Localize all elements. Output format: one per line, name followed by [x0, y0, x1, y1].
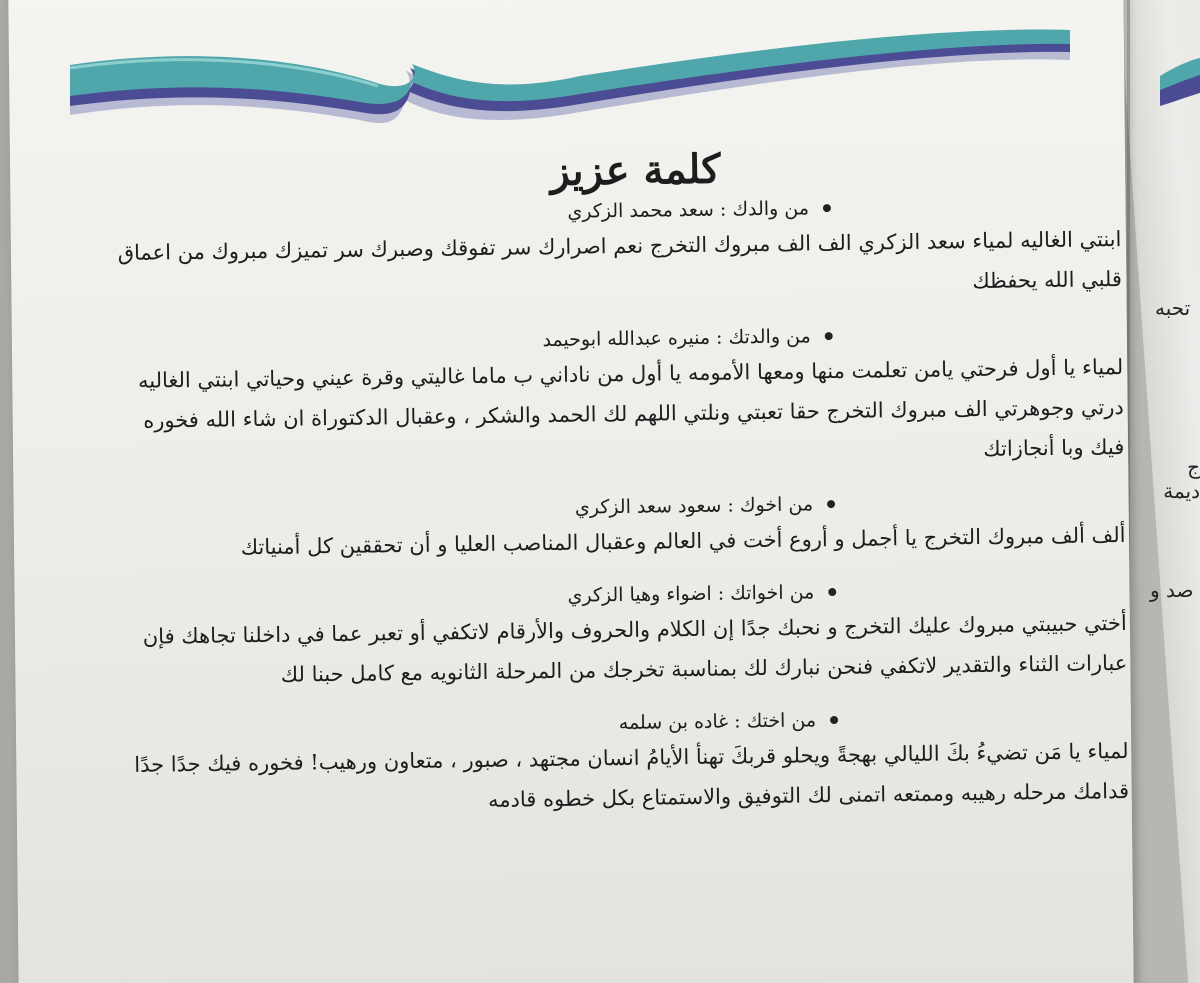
sender-label: من اخوك : سعود سعد الزكري — [574, 493, 814, 519]
message-section — [116, 577, 1127, 697]
message-section — [115, 489, 1126, 569]
next-page-fragment: تحبه — [1155, 296, 1191, 320]
next-page-fragment: ج ديمة — [1163, 455, 1200, 503]
message-text: لمياء يا مَن تضيءُ بكَ الليالي بهجةً ويحلو قربكَ تهنأ الأيامُ انسان مجتهد ، صبور ، متعاون ورهيب! فخوره فيك جدًا جدًا قدامك مرحله رهيبه وممتعه اتمنى لك التوفيق والاستمتاع بكل خطوه قادمه — [134, 738, 1130, 812]
sender-label: من والدتك : منيره عبدالله ابوحيمد — [542, 325, 811, 352]
message-section — [118, 705, 1129, 825]
next-page-ribbon — [1150, 50, 1200, 110]
bullet-icon — [823, 204, 831, 212]
message-section — [113, 321, 1125, 481]
page-title: كلمة عزيز — [550, 145, 721, 195]
bullet-icon — [830, 716, 838, 724]
message-section — [111, 193, 1122, 313]
bullet-icon — [825, 332, 833, 340]
decorative-ribbon — [60, 20, 1090, 140]
document-content — [110, 140, 1130, 847]
bullet-icon — [828, 588, 836, 596]
sender-label: من اختك : غاده بن سلمه — [618, 709, 817, 735]
message-text: ألف ألف مبروك التخرج يا أجمل و أروع أخت في العالم وعقبال المناصب العليا و أن تحققين كل أمنياتك — [240, 522, 1126, 560]
sender-label: من اخواتك : اضواء وهيا الزكري — [567, 581, 815, 607]
sender-label: من والدك : سعد محمد الزكري — [567, 197, 810, 223]
next-page-fragment: صد و — [1150, 578, 1194, 602]
message-text: لمياء يا أول فرحتي يامن تعلمت منها ومعها الأمومه يا أول من ناداني ب ماما غاليتي وقرة عيني وحياتي ابنتي الغاليه درتي وجوهرتي الف مبروك التخرج حقا تعبتي ونلتي اللهم لك الحمد والشكر ، وعقبال الدكتوراة ان شاء الله فخوره فيك وبا أنجازاتك — [137, 354, 1125, 461]
message-text: أختي حبيبتي مبروك عليك التخرج و نحبك جدًا إن الكلام والحروف والأرقام لاتكفي أو تعبر عما في داخلنا تجاهك فإن عبارات الثناء والتقدير لاتكفي فنحن نبارك لك بمناسبة تخرجك من المرحلة الثانويه مع كامل حبنا لك — [142, 610, 1128, 687]
message-text: ابنتي الغاليه لمياء سعد الزكري الف الف مبروك التخرج نعم اصرارك سر تفوقك وصبرك سر تميزك مبروك من اعماق قلبي الله يحفظك — [117, 226, 1123, 294]
bullet-icon — [827, 500, 835, 508]
